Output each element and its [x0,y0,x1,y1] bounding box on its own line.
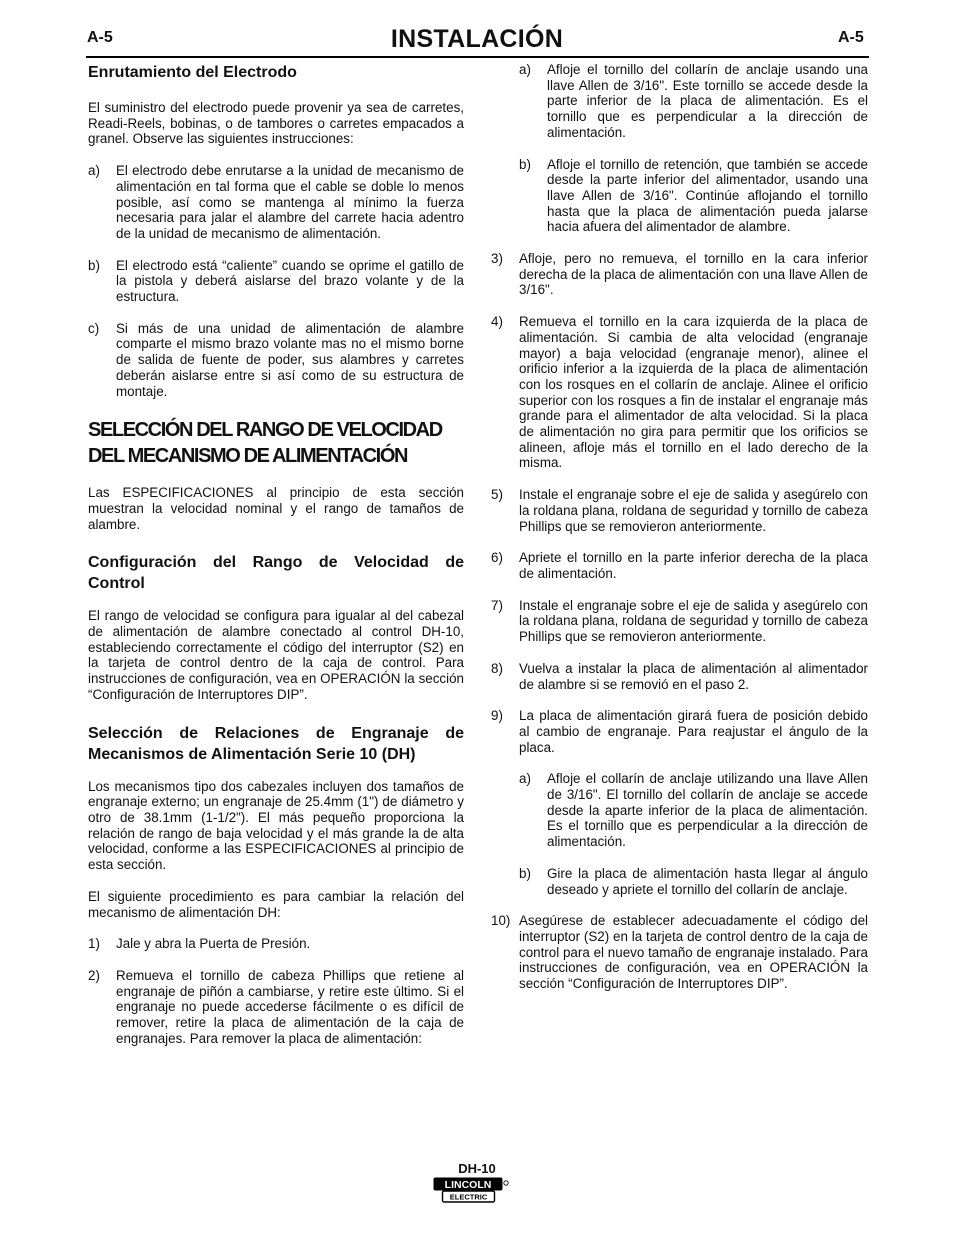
list-item [519,866,868,897]
list-item-label: 6) [491,550,503,566]
list-item-label: c) [88,320,100,336]
list-item [88,163,464,242]
paragraph-control-speed: El rango de velocidad se configura para igualar al del cabezal de alimentación de alambre conectado al control DH-10, estableciendo correctamente el código del interruptor (S2) en la tarjeta de control dentro de la caja de control. Para instrucciones de configuración, vea en OPERACIÓN la sección “Configuración de Interruptores DIP”. [88,608,464,702]
section-title-control-speed: Configuración del Rango de Velocidad de Control [88,554,464,593]
section-title-electrode-routing: Enrutamiento del Electrodo [88,64,297,81]
page-code-left: A-5 [87,29,113,46]
section-title-speed-range-line2: DEL MECANISMO DE ALIMENTACIÓN [88,445,408,468]
right-column [491,62,868,992]
list-item-label: 1) [88,936,100,952]
list-item [88,321,464,400]
list-item-text: Instale el engranaje sobre el eje de salida y asegúrelo con la roldana plana, roldana de seguridad y tornillo de cabeza Phillips que se removieron anteriormente. [519,597,868,645]
list-item-text: Instale el engranaje sobre el eje de salida y asegúrelo con la roldana plana, roldana de seguridad y tornillo de cabeza Phillips que se removieron anteriormente. [519,487,868,534]
list-item [491,661,868,692]
list-item [519,157,868,236]
paragraph-procedure-intro: El siguiente procedimiento es para cambiar la relación del mecanismo de alimentación DH: [88,888,464,920]
list-item-text: Asegúrese de establecer adecuadamente el código del interruptor (S2) en la tarjeta de control dentro de la caja de control para el nuevo tamaño de engranaje instalado. Para instrucciones de configuración, vea en OPERACIÓN la sección “Configuración de Interruptores DIP”. [519,913,868,992]
list-item-label: 3) [491,251,503,267]
list-item-text: Remueva el tornillo en la cara izquierda de la placa de alimentación. Si cambia de alta velocidad (engranaje mayor) a baja velocidad (engranaje menor), alinee el orificio inferior a la izquierda de la placa de alimentación con los rosques en el collarín de anclaje. Alinee el orificio superior con los rosques a fin de instalar el engranaje más grande para el alimentador de alta velocidad. Si la placa de alimentación no gira para permitir que los orificios se alineen, afloje más el tornillo en el lado derecho de la misma. [519,314,868,471]
list-item-text: La placa de alimentación girará fuera de posición debido al cambio de engranaje. Para reajustar el ángulo de la placa. [519,708,868,755]
list-item-label: b) [519,156,531,172]
list-item-text: Afloje el collarín de anclaje utilizando una llave Allen de 3/16". El tornillo del collarín de anclaje se accede desde la aparte inferior de la placa de alimentación. Es el tornillo que es perpendicular a la dirección de alimentación. [547,771,868,850]
list-item-label: 2) [88,967,100,983]
list-item-label: b) [88,257,100,273]
list-item [491,314,868,471]
section-title-speed-range-line1: SELECCIÓN DEL RANGO DE VELOCIDAD [88,419,442,442]
list-item [88,936,464,952]
section-title-gear-ratio: Selección de Relaciones de Engranaje de Mecanismos de Alimentación Serie 10 (DH) [88,724,464,763]
list-item-text: Si más de una unidad de alimentación de alambre comparte el mismo brazo volante mas no el mismo borne de salida de fuente de poder, sus alambres y carretes deberán aislarse entre si así como de su estructura de montaje. [116,320,464,399]
list-item-text: El electrodo debe enrutarse a la unidad de mecanismo de alimentación en tal forma que el cable se doble lo menos posible, así como se mantenga al mínimo la fuerza necesaria para jalar el alambre del carrete hacia adentro de la unidad de mecanismo de alimentación. [116,163,464,241]
list-item-text: Afloje el tornillo del collarín de anclaje usando una llave Allen de 3/16". Este tornillo se accede desde la parte inferior de la placa de alimentación. Es el tornillo que es perpendicular a la dirección de alimentación. [547,62,868,140]
list-item-text: Vuelva a instalar la placa de alimentación al alimentador de alambre si se removió en el paso 2. [519,660,868,692]
paragraph-gear-sizes: Los mecanismos tipo dos cabezales incluyen dos tamaños de engranaje externo; un engranaje de 25.4mm (1") de diámetro y otro de 38.1mm (1-1/2"). El más pequeño proporciona la relación de rango de baja velocidad y el más grande la de alta velocidad, conforme a las ESPECIFICACIONES al principio de esta sección. [88,778,464,873]
list-item-label: 9) [491,708,503,724]
list-item-text: Apriete el tornillo en la parte inferior derecha de la placa de alimentación. [519,550,868,581]
list-item [88,258,464,305]
page-code-right: A-5 [838,29,864,46]
list-item-text: Afloje el tornillo de retención, que también se accede desde la parte inferior del alimentador, usando una llave Allen de 3/16". Continúe aflojando el tornillo hasta que la placa de alimentación pueda jalarse hacia afuera del alimentador de alambre. [547,156,868,235]
list-item-text: El electrodo está “caliente” cuando se oprime el gatillo de la pistola y deberá aislarse del brazo volante y de la estructura. [116,257,464,305]
list-item-label: 10) [491,913,511,929]
logo-line2: ELECTRIC [449,1192,488,1202]
list-item-text: Afloje, pero no remueva, el tornillo en la cara inferior derecha de la placa de alimentación con una llave Allen de 3/16". [519,251,868,298]
list-item-label: a) [519,771,531,787]
list-item [519,771,868,850]
list-item-label: 4) [491,314,503,330]
list-item-label: 7) [491,597,503,613]
list-item [491,550,868,581]
list-item-label: 5) [491,487,503,503]
list-item-text: Jale y abra la Puerta de Presión. [116,936,311,952]
list-item [491,708,868,755]
registered-mark-icon [504,1181,508,1185]
page-title: INSTALACIÓN [390,25,564,53]
list-item [491,251,868,298]
header-rule [86,56,869,58]
list-item-label: a) [519,62,531,77]
footer-model-code: DH-10 [458,1161,496,1176]
list-item [491,487,868,534]
list-item [491,913,868,992]
list-item [519,62,868,141]
list-item-text: Remueva el tornillo de cabeza Phillips que retiene al engranaje de piñón a cambiarse, y retire este último. Si el engranaje no puede accederse fácilmente o es difícil de remover, retire la placa de alimentación de la caja de engranajes. Para remover la placa de alimentación: [116,967,464,1046]
paragraph-specifications: Las ESPECIFICACIONES al principio de esta sección muestran la velocidad nominal y el rango de tamaños de alambre. [88,485,464,532]
logo-line1: LINCOLN [444,1179,492,1191]
list-item [88,968,464,1047]
lincoln-electric-logo [433,1177,509,1205]
paragraph-electrode-intro: El suministro del electrodo puede provenir ya sea de carretes, Readi-Reels, bobinas, o de tambores o carretes empacados a granel. Observe las siguientes instrucciones: [88,100,464,147]
list-item-label: b) [519,865,531,881]
list-item [491,598,868,645]
left-column [88,62,464,1046]
list-item-text: Gire la placa de alimentación hasta llegar al ángulo deseado y apriete el tornillo del collarín de anclaje. [547,865,868,897]
list-item-label: 8) [491,660,503,676]
list-item-label: a) [88,163,100,179]
